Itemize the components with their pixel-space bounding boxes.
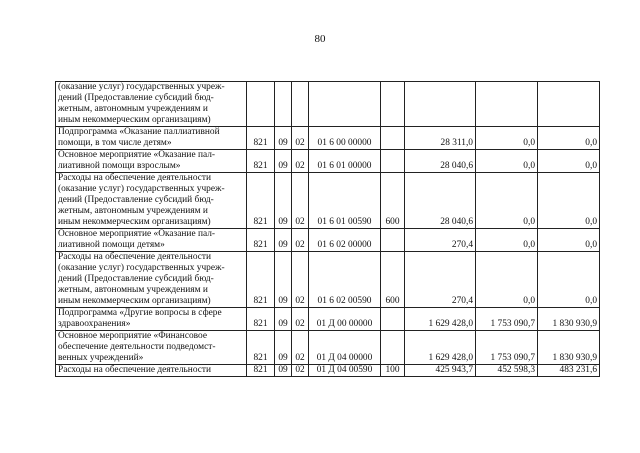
expense-type-cell — [381, 127, 405, 150]
item-name-line: иным некоммерческим организациям) — [58, 217, 211, 227]
item-name-line: Расходы на обеспечение деятельности — [58, 365, 212, 375]
amount-year2-cell: 0,0 — [476, 229, 538, 252]
target-article-cell — [309, 82, 381, 127]
item-name-cell — [56, 229, 247, 252]
amount-year2-cell: 0,0 — [476, 173, 538, 229]
section-code-cell: 09 — [275, 365, 292, 377]
item-name-line: дений (Предоставление субсидий бюд- — [58, 274, 214, 284]
item-name-cell — [56, 252, 247, 308]
ministry-code-cell — [247, 82, 275, 127]
item-name-line: жетным, автономным учреждениям и — [58, 206, 208, 216]
target-article-cell: 01 6 01 00000 — [309, 150, 381, 173]
expense-type-cell: 600 — [381, 173, 405, 229]
amount-year1-cell — [405, 82, 476, 127]
amount-year2-cell: 1 753 090,7 — [476, 308, 538, 331]
ministry-code-cell: 821 — [247, 229, 275, 252]
ministry-code-cell: 821 — [247, 365, 275, 377]
amount-year2-cell: 452 598,3 — [476, 365, 538, 377]
section-code-cell — [275, 82, 292, 127]
subsection-code-cell: 02 — [292, 308, 309, 331]
item-name-cell — [56, 127, 247, 150]
table-row — [56, 173, 600, 229]
section-code-cell: 09 — [275, 127, 292, 150]
section-code-cell: 09 — [275, 150, 292, 173]
subsection-code-cell — [292, 82, 309, 127]
section-code-cell: 09 — [275, 173, 292, 229]
item-name-line: Расходы на обеспечение деятельности — [58, 252, 212, 262]
expense-type-cell — [381, 150, 405, 173]
table-row — [56, 229, 600, 252]
expense-type-cell — [381, 331, 405, 365]
table-row — [56, 308, 600, 331]
subsection-code-cell: 02 — [292, 173, 309, 229]
section-code-cell: 09 — [275, 308, 292, 331]
item-name-line: венных учреждений» — [58, 353, 144, 363]
page-number: 80 — [314, 33, 326, 45]
item-name-line: иным некоммерческим организациям) — [58, 296, 211, 306]
item-name-line: здравоохранения» — [58, 319, 131, 329]
amount-year1-cell: 270,4 — [405, 252, 476, 308]
target-article-cell: 01 Д 04 00000 — [309, 331, 381, 365]
target-article-cell: 01 6 02 00590 — [309, 252, 381, 308]
expense-type-cell: 600 — [381, 252, 405, 308]
target-article-cell: 01 6 01 00590 — [309, 173, 381, 229]
subsection-code-cell: 02 — [292, 365, 309, 377]
table-row — [56, 127, 600, 150]
table-row — [56, 82, 600, 127]
ministry-code-cell: 821 — [247, 127, 275, 150]
item-name-line: (оказание услуг) государственных учреж- — [58, 263, 225, 273]
amount-year2-cell: 1 753 090,7 — [476, 331, 538, 365]
item-name-line: дений (Предоставление субсидий бюд- — [58, 93, 214, 103]
section-code-cell: 09 — [275, 252, 292, 308]
item-name-line: Расходы на обеспечение деятельности — [58, 173, 212, 183]
item-name-cell — [56, 365, 247, 377]
item-name-line: Подпрограмма «Оказание паллиативной — [58, 127, 220, 137]
item-name-line: дений (Предоставление субсидий бюд- — [58, 195, 214, 205]
amount-year2-cell — [476, 82, 538, 127]
item-name-line: обеспечение деятельности подведомст- — [58, 342, 216, 352]
ministry-code-cell: 821 — [247, 331, 275, 365]
target-article-cell: 01 Д 04 00590 — [309, 365, 381, 377]
amount-year1-cell: 425 943,7 — [405, 365, 476, 377]
amount-year3-cell: 1 830 930,9 — [538, 331, 600, 365]
amount-year3-cell: 0,0 — [538, 229, 600, 252]
item-name-cell — [56, 308, 247, 331]
target-article-cell: 01 Д 00 00000 — [309, 308, 381, 331]
amount-year3-cell: 0,0 — [538, 150, 600, 173]
ministry-code-cell: 821 — [247, 308, 275, 331]
ministry-code-cell: 821 — [247, 252, 275, 308]
subsection-code-cell: 02 — [292, 331, 309, 365]
amount-year1-cell: 28 040,6 — [405, 173, 476, 229]
item-name-line: Подпрограмма «Другие вопросы в сфере — [58, 308, 222, 318]
item-name-cell — [56, 331, 247, 365]
section-code-cell: 09 — [275, 229, 292, 252]
item-name-line: жетным, автономным учреждениям и — [58, 104, 208, 114]
amount-year1-cell: 1 629 428,0 — [405, 308, 476, 331]
amount-year3-cell — [538, 82, 600, 127]
target-article-cell: 01 6 02 00000 — [309, 229, 381, 252]
item-name-line: лиативной помощи взрослым» — [58, 161, 181, 171]
expense-type-cell — [381, 308, 405, 331]
budget-table — [55, 81, 600, 377]
item-name-line: Основное мероприятие «Финансовое — [58, 331, 207, 341]
table-row — [56, 331, 600, 365]
expense-type-cell: 100 — [381, 365, 405, 377]
section-code-cell: 09 — [275, 331, 292, 365]
amount-year1-cell: 1 629 428,0 — [405, 331, 476, 365]
expense-type-cell — [381, 229, 405, 252]
item-name-cell — [56, 82, 247, 127]
amount-year3-cell: 483 231,6 — [538, 365, 600, 377]
amount-year2-cell: 0,0 — [476, 127, 538, 150]
ministry-code-cell: 821 — [247, 150, 275, 173]
amount-year1-cell: 28 311,0 — [405, 127, 476, 150]
amount-year3-cell: 1 830 930,9 — [538, 308, 600, 331]
item-name-line: жетным, автономным учреждениям и — [58, 285, 208, 295]
expense-type-cell — [381, 82, 405, 127]
item-name-line: (оказание услуг) государственных учреж- — [58, 82, 225, 92]
item-name-cell — [56, 173, 247, 229]
amount-year3-cell: 0,0 — [538, 173, 600, 229]
table-row — [56, 150, 600, 173]
item-name-cell — [56, 150, 247, 173]
item-name-line: Основное мероприятие «Оказание пал- — [58, 150, 216, 160]
subsection-code-cell: 02 — [292, 127, 309, 150]
item-name-line: Основное мероприятие «Оказание пал- — [58, 229, 216, 239]
amount-year1-cell: 270,4 — [405, 229, 476, 252]
amount-year2-cell: 0,0 — [476, 252, 538, 308]
item-name-line: (оказание услуг) государственных учреж- — [58, 184, 225, 194]
target-article-cell: 01 6 00 00000 — [309, 127, 381, 150]
subsection-code-cell: 02 — [292, 252, 309, 308]
table-row — [56, 365, 600, 377]
item-name-line: лиативной помощи детям» — [58, 240, 165, 250]
ministry-code-cell: 821 — [247, 173, 275, 229]
amount-year1-cell: 28 040,6 — [405, 150, 476, 173]
amount-year3-cell: 0,0 — [538, 127, 600, 150]
subsection-code-cell: 02 — [292, 150, 309, 173]
subsection-code-cell: 02 — [292, 229, 309, 252]
item-name-line: помощи, в том числе детям» — [58, 138, 172, 148]
table-row — [56, 252, 600, 308]
amount-year2-cell: 0,0 — [476, 150, 538, 173]
amount-year3-cell: 0,0 — [538, 252, 600, 308]
item-name-line: иным некоммерческим организациям) — [58, 115, 211, 125]
